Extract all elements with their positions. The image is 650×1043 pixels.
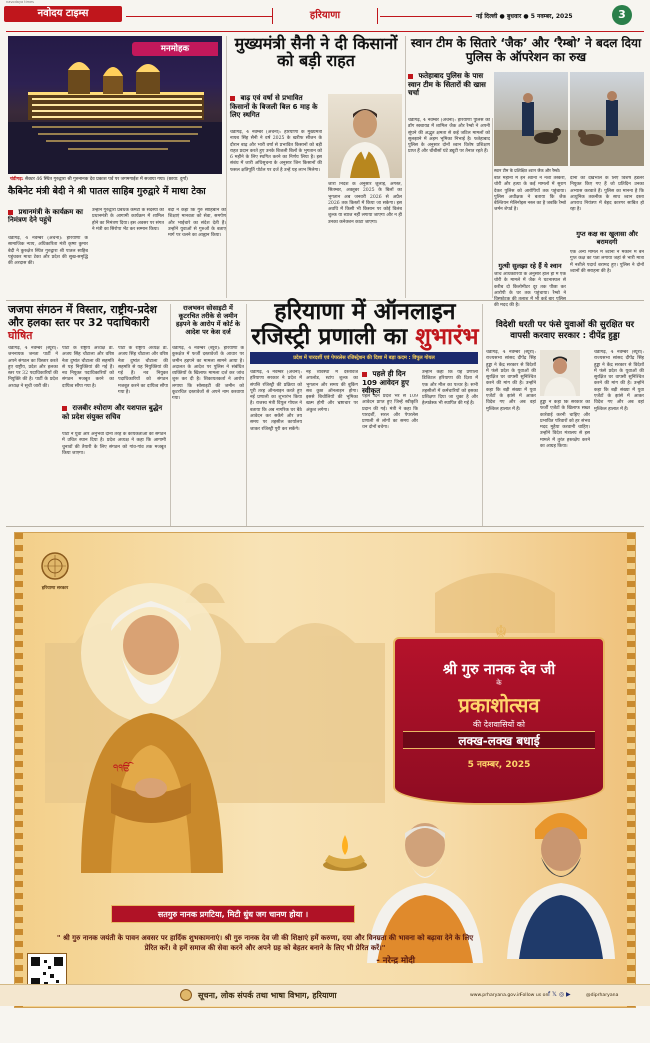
police-body-3: दोनों की देखभाल के लिए विशेष हैंडलर नियुक्त किए गए हैं जो प्रतिदिन उनका अभ्यास करवाते हैं। पुलिस का मानना है कि आधुनिक तकनीक के साथ श्वान दस्ता अपराध नियंत्रण में बेहद कारगर साबित हो रहा है। [570, 176, 644, 213]
facebook-icon[interactable]: f [548, 991, 551, 998]
tower-right [136, 72, 160, 94]
bedi-subhead-text: प्रधानमंत्री के कार्यक्रम का निमंत्रण देने पहुंचे [8, 208, 83, 225]
cm-portrait-figure [328, 94, 402, 178]
reflection-1 [32, 126, 202, 128]
cm-portrait [328, 94, 402, 178]
banner-text: सतगुरु नानक प्रगटिया, मिटी धुंध जग चानण होया । [157, 910, 309, 919]
rule-col-1 [226, 36, 227, 298]
rule-col-3 [492, 118, 493, 298]
cm-body-2: जारी निर्देश के अनुसार जुलाई, अगस्त, सितम्बर, अक्तूबर 2025 के बिलों का भुगतान अब जनवरी 2026 से अप्रैल 2026 तक किस्तों में किया जा सकेगा। इस अवधि में किसी भी किसान पर कोई विलंब शुल्क या ब्याज नहीं लगाया जाएगा और न ही उनका कनेक्शन काटा जाएगा। [328, 182, 402, 225]
footer-follow: Follow us on [520, 993, 549, 998]
registry-headline [250, 300, 480, 350]
registry-band-text: प्रदेश में पारदर्शी एवं पेपरलेस रजिस्ट्रेशन की दिशा में बड़ा कदम : विपुल गोयल [293, 355, 435, 361]
saini-portrait [501, 799, 621, 959]
photo-tag [132, 42, 218, 56]
khanda-symbol: ☬ [494, 622, 508, 643]
light-string-4 [32, 116, 202, 118]
bedi-headline: कैबिनेट मंत्री बेदी ने श्री पातल साहिब गुरुद्वारे में माथा टेका [8, 186, 206, 197]
poster-footer [0, 984, 650, 1006]
registry-headline-line1: हरियाणा में ऑनलाइन [274, 299, 456, 325]
masthead-line [126, 16, 272, 17]
police-body-2: बीते महीनों में इन श्वानों ने नशा तस्करी, चोरी और हत्या के कई मामलों में सुराग देकर पुलिस को आरोपियों तक पहुंचाया। पुलिस अधीक्षक ने बताया कि जैक बेल्जियन मेलिनोइस नस्ल का है जबकि रैम्बो जर्मन शेपर्ड है। [494, 176, 566, 213]
dog-jack-head [553, 128, 561, 136]
rule-col-2 [405, 36, 406, 298]
handler-left [522, 102, 534, 136]
tower-left [68, 70, 90, 94]
gurudwara-illumination [8, 36, 222, 174]
greeting-line4: की देशवासियों को [473, 720, 525, 729]
handler-right [606, 100, 618, 136]
registry-body-2: नई व्यवस्था में दस्तावेज अपलोड, स्टांप शुल्क का भुगतान और समय की बुकिंग सब कुछ ऑनलाइन होगा। इससे बिचौलियों की भूमिका खत्म होगी और भ्रष्टाचार पर अंकुश लगेगा। [306, 370, 358, 413]
registry-subhead [362, 370, 418, 396]
footer-emblem-icon [180, 989, 192, 1001]
youtube-icon[interactable]: ▶ [565, 991, 571, 998]
dateline: नई दिल्ली ● बुधवार ● 5 नवम्बर, 2025 [476, 13, 573, 20]
rajbhavan-body: चंडीगढ़, 4 नवम्बर (ब्यूरो): हरियाणा के कुरुक्षेत्र में फर्जी दस्तावेजों के आधार पर जमीन हड़पने का मामला सामने आया है। अदालत के आदेश पर पुलिस ने संबंधित व्यक्तियों के खिलाफ मामला दर्ज कर जांच शुरू कर दी है। शिकायतकर्ता ने आरोप लगाया कि सोसाइटी की जमीन को कूटरचित दस्तावेजों से अपने नाम करवाया गया। [172, 346, 244, 402]
social-icons [548, 991, 571, 998]
masthead-logo-bar [4, 6, 122, 22]
footer-dept: सूचना, लोक संपर्क तथा भाषा विभाग, हरियाणा [198, 991, 337, 1000]
page-number-badge [612, 5, 632, 25]
cm-subhead-text: बाढ़ एवं वर्षा से प्रभावित किसानों के बिजली बिल 6 माह के लिए स्थगित [230, 94, 318, 119]
jjp-body-1: चंडीगढ़, 4 नवम्बर (ब्यूरो): जननायक जनता पार्टी ने अपने संगठन का विस्तार करते हुए राष्ट्रीय, प्रदेश और हलका स्तर पर 32 पदाधिकारियों की नियुक्ति की है। पार्टी के प्रदेश अध्यक्ष ने सूची जारी की। [8, 346, 58, 389]
registry-headline-line2 [250, 325, 480, 350]
police-headline: स्वान टीम के सितारे ‘जैक’ और ‘रैम्बो’ ने बदल दिया पुलिस के ऑपरेशन का रुख [410, 36, 642, 64]
masthead-logo: नवोदय टाइम्स [37, 8, 89, 19]
face [123, 615, 179, 675]
light-string-1 [32, 98, 202, 100]
registry-headline-highlight: शुभारंभ [415, 324, 479, 350]
cm-body-1: चंडीगढ़, 4 नवम्बर (अर्चना): हरियाणा के मुख्यमंत्री नायब सिंह सैनी ने वर्ष 2025 के खरीफ सीजन के दौरान बाढ़ और भारी वर्षा से प्रभावित किसानों को बड़ी राहत प्रदान करते हुए उनके बिजली बिलों के भुगतान को 6 महीने के लिए स्थगित करने का निर्णय लिया है। इस संबंध में जारी अधिसूचना के अनुसार जिन किसानों की फसल क्षतिपूर्ति पोर्टल पर दर्ज है उन्हें यह लाभ मिलेगा। [230, 130, 322, 173]
light-string-3 [32, 110, 202, 112]
masthead [0, 0, 650, 32]
reflection-4 [68, 148, 168, 150]
bedi-subhead [8, 208, 88, 225]
greeting-line3: प्रकाशोत्सव [458, 693, 540, 717]
quote-author: - नरेन्द्र मोदी [376, 956, 415, 966]
registry-headline-line2-text: रजिस्ट्री प्रणाली का [251, 324, 408, 350]
light-string-2 [32, 104, 202, 106]
police-side-body: जांच अधिकारियों के अनुसार हाल ही में एक चोरी के मामले में जैक ने घटनास्थल से करीब दो किलोमीटर दूर तक पीछा कर आरोपी के घर तक पहुंचाया। रैम्बो ने की मदद की है। [494, 272, 566, 309]
small-logo: navodaya times [6, 0, 35, 4]
registry-body-1: चंडीगढ़, 4 नवम्बर (अर्चना): हरियाणा सरकार ने प्रदेश में संपत्ति रजिस्ट्री की प्रक्रिया को पूरी तरह ऑनलाइन करते हुए नई प्रणाली का शुभारंभ किया है। राजस्व मंत्री विपुल गोयल ने बताया कि अब नागरिक घर बैठे आवेदन कर सकेंगे और तय समय पर तहसील कार्यालय जाकर रजिस्ट्री पूरी कर सकेंगे। [250, 370, 302, 432]
guru-nanak-illustration [51, 573, 331, 873]
gurudwara-photo [8, 36, 222, 174]
reflection-3 [46, 140, 190, 142]
face [353, 110, 377, 138]
banner-strip [111, 905, 355, 923]
hand [135, 778, 167, 798]
police-body-1: चंडीगढ़, 4 नवम्बर (अर्चना): हरियाणा पुलिस की डॉग स्क्वायड में शामिल जैक और रैम्बो ने अपनी सूंघने की अद्भुत क्षमता से कई जटिल मामलों को सुलझाने में अहम भूमिका निभाई है। फतेहाबाद पुलिस के अनुसार दोनों श्वान विशेष प्रशिक्षण प्राप्त हैं और चौबीसों घंटे ड्यूटी पर तैनात रहते हैं। [408, 118, 490, 155]
quote-text: " श्री गुरु नानक जयंती के पावन अवसर पर हार्दिक शुभकामनाएं। श्री गुरु नानक देव जी की शिक्षाएं हमें करुणा, दया और विनम्रता की भावना को बढ़ावा देने के लिए प्रेरित करें। वे हमें समाज की सेवा करने और अपने ग्रह को बेहतर बनाने के लिए भी प्रेरित करें।" [56, 934, 474, 952]
hooda-portrait [540, 350, 580, 396]
abroad-headline: विदेशी धरती पर फंसे युवाओं की सुरक्षित घर वापसी करवाए सरकार : दीपेंद्र हुड्डा [495, 320, 635, 341]
dog-rambo-head [578, 130, 586, 138]
rule-registry [482, 304, 483, 526]
kurta [544, 377, 576, 396]
bedi-body-1: चंडीगढ़, 4 नवम्बर (अर्चना): हरियाणा के सामाजिक न्याय, अधिकारिता मंत्री कृष्ण कुमार बेदी ने कुरुक्षेत्र स्थित गुरुद्वारा श्री पातल साहिब पहुंचकर माथा टेका और प्रदेश की सुख-समृद्धि की अरदास की। [8, 236, 88, 267]
reflection-2 [38, 133, 198, 135]
police-side-head-2: गुप्त कक्ष का खुलासा और बरामदगी [576, 230, 638, 246]
greeting-date: 5 नवम्बर, 2025 [467, 760, 531, 770]
abroad-body-3: चंडीगढ़, 4 नवम्बर (ब्यूरो): राज्यसभा सांसद दीपेंद्र सिंह हुड्डा ने केंद्र सरकार से विदेशों में फंसे प्रदेश के युवाओं की सुरक्षित घर वापसी सुनिश्चित करने की मांग की है। उन्होंने कहा कि बड़ी संख्या में युवा एजेंटों के झांसे में आकर विदेश गए और अब वहां मुश्किल हालात में हैं। [594, 350, 644, 412]
twitter-icon[interactable]: 𝕏 [552, 991, 557, 998]
greeting-line2: के [496, 679, 502, 687]
greeting-line5: लक्ख-लक्ख बधाई [458, 734, 540, 748]
hooda-portrait-figure [540, 350, 580, 396]
police-dogs-photo [494, 72, 644, 166]
gurpurab-poster [14, 532, 636, 1008]
tower-center [103, 76, 123, 94]
registry-band [250, 352, 478, 364]
footer-website[interactable]: www.prharyana.gov.in [470, 993, 522, 998]
dome-left [68, 62, 90, 70]
jjp-subbox [62, 404, 166, 421]
footer-handle[interactable]: @diprharyana [586, 993, 619, 998]
police-side-body-2: एक अन्य मामले में श्वानों ने मकान में बने गुप्त कक्ष का पता लगाया जहां से भारी मात्रा में नशीले पदार्थ बरामद हुए। पुलिस ने दोनों श्वानों की सराहना की है। [570, 250, 644, 274]
jjp-headline-highlight: घोषित [8, 328, 33, 342]
jjp-body-right: पार्टी के राष्ट्रीय अध्यक्ष डॉ. अजय सिंह चौटाला और वरिष्ठ नेता दुष्यंत चौटाला की सहमति से यह नियुक्तियां की गई हैं। नव नियुक्त पदाधिकारियों को संगठन मजबूत करने का दायित्व सौंपा गया है। [118, 346, 168, 396]
rule-rajbhavan [246, 304, 247, 526]
police-subhead-text: फतेहाबाद पुलिस के पास स्वान टीम के सितारों की खास चर्चा [408, 71, 486, 98]
masthead-line-right [380, 16, 472, 17]
greeting-line1: श्री गुरु नानक देव जी [442, 662, 556, 678]
jjp-headline-text: जजपा संगठन में विस्तार, राष्ट्रीय-प्रदेश और हलका स्तर पर 32 पदाधिकारी [8, 303, 157, 329]
handler-right-head [607, 91, 617, 101]
ik-onkar-symbol: ੧ੴ [113, 763, 131, 774]
registry-subhead-text: पहले ही दिन 109 आवेदन हुए स्वीकृत [362, 369, 409, 396]
section-name: हरियाणा [309, 10, 341, 21]
jjp-subbox-text: राजबीर श्योराण और यशपाल बुद्धेन को प्रदेश संयुक्त सचिव [62, 404, 163, 421]
cm-headline: मुख्यमंत्री सैनी ने दी किसानों को बड़ी राहत [234, 34, 398, 70]
abroad-body-1: चंडीगढ़, 4 नवम्बर (ब्यूरो): राज्यसभा सांसद दीपेंद्र सिंह हुड्डा ने केंद्र सरकार से विदेशों में फंसे प्रदेश के युवाओं की सुरक्षित घर वापसी सुनिश्चित करने की मांग की है। उन्होंने कहा कि बड़ी संख्या में युवा एजेंटों के झांसे में आकर विदेश गए और अब वहां मुश्किल हालात में हैं। [486, 350, 536, 412]
bedi-body-3: बेदी ने कहा कि गुरु साहिबान की शिक्षाएं मानवता को सेवा, समर्पण और भाईचारे का संदेश देती हैं। उन्होंने युवाओं से गुरुओं के बताए मार्ग पर चलने का आह्वान किया। [168, 208, 226, 239]
jjp-headline [8, 304, 168, 342]
dog-handlers-figures [494, 72, 644, 166]
rule-lower [6, 526, 644, 527]
face [541, 827, 581, 871]
jjp-body-2: पार्टी के राष्ट्रीय अध्यक्ष डॉ. अजय सिंह चौटाला और वरिष्ठ नेता दुष्यंत चौटाला की सहमति से यह नियुक्तियां की गई हैं। नव नियुक्त पदाधिकारियों को संगठन मजबूत करने का दायित्व सौंपा गया है। [62, 346, 114, 389]
registry-body-3: पहले दिन प्रदेश भर से 109 आवेदन प्राप्त हुए जिन्हें स्वीकृति प्रदान की गई। मंत्री ने कहा कि पारदर्शी, सरल और पेपरलेस प्रणाली से लोगों का समय और धन दोनों बचेगा। [362, 394, 418, 431]
jjp-body-3: पार्टी ने युवा और अनुभवी दोनों तरह के कार्यकर्ताओं को संगठन में उचित स्थान दिया है। प्रदेश अध्यक्ष ने कहा कि आगामी चुनावों की तैयारी के लिए संगठन को गांव-गांव तक मजबूत किया जाएगा। [62, 432, 166, 456]
photo-tag-label: मनमोहक [160, 44, 190, 54]
page-number: 3 [618, 8, 626, 21]
top-photo-caption [10, 176, 224, 182]
cm-subhead [230, 94, 322, 120]
instagram-icon[interactable]: ◎ [558, 991, 565, 998]
handler-left-head [523, 93, 533, 103]
emblem-label: हरियाणा सरकार [41, 586, 69, 591]
dome-right [136, 64, 160, 72]
registry-body-4: उन्होंने कहा कि यह प्रणाली डिजिटल हरियाणा की दिशा में एक और मील का पत्थर है। सभी तहसीलों में कर्मचारियों को इसका प्रशिक्षण दिया जा चुका है और हेल्पडेस्क भी स्थापित की गई है। [422, 370, 478, 407]
modi-quote [55, 933, 475, 966]
police-subhead [408, 72, 490, 98]
caption-text: सैक्टर 46 स्थित गुरुद्वारा श्री गुरुनानक देव प्रकाश पर्व पर जगमगाईश में सजाया गया। (छाया: दुर्गा) [25, 177, 188, 182]
police-photo-caption: स्वान टीम के प्रशिक्षित श्वान जैक और रैम्बो। [494, 168, 561, 173]
bedi-body-2: उन्होंने गुरुद्वारा प्रबंधक कमेटी के सदस्यों को प्रधानमंत्री के आगामी कार्यक्रम में शामिल होने का निमंत्रण दिया। इस अवसर पर संगत ने मंत्री का सिरोपा भेंट कर सम्मान किया। [92, 208, 164, 232]
caption-place: चंडीगढ़: [10, 177, 24, 182]
rule-jjp [170, 304, 171, 526]
rajbhavan-headline: राजभवन सोसाइटी में कूटरचित तरीके से जमीन हड़पने के आरोप में कोर्ट के आदेश पर केस दर्ज [175, 304, 241, 336]
greeting-box [393, 622, 605, 805]
section-tab [272, 8, 378, 24]
face [553, 358, 567, 374]
dome-center [103, 67, 123, 76]
masthead-rule [6, 31, 644, 32]
greeting-line5-box [403, 731, 595, 749]
police-side-head: गुत्थी सुलझा रहे हैं ये श्वान [498, 262, 562, 270]
abroad-body-2: हुड्डा ने कहा कि सरकार को फर्जी एजेंटों के खिलाफ सख्त कार्रवाई करनी चाहिए और प्रभावित परिवारों को हर संभव मदद मुहैया करवानी चाहिए। उन्होंने विदेश मंत्रालय से इस मामले में तुरंत हस्तक्षेप करने का आग्रह किया। [540, 400, 590, 450]
